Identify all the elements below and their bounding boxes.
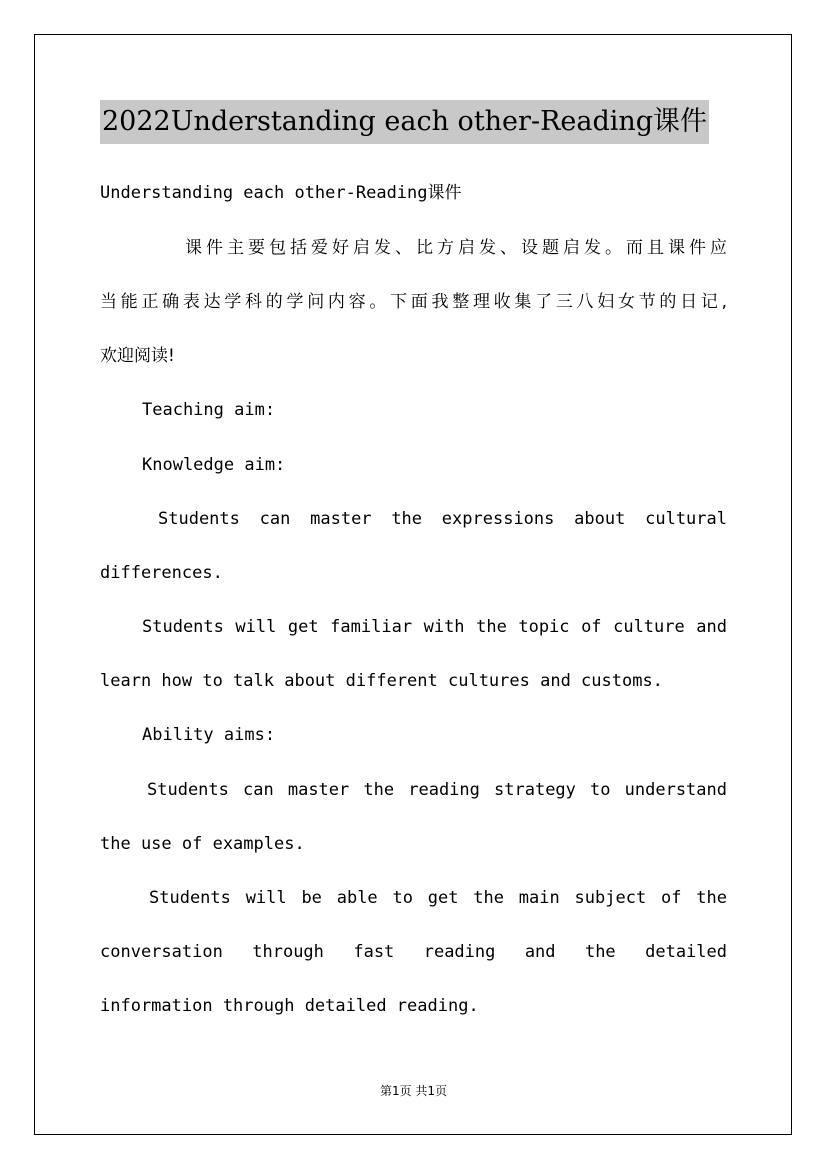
knowledge-aim-2-line-1: Students will get familiar with the topic of culture and <box>142 617 727 637</box>
ability-aim-2-line-2: conversation through fast reading and the detailed <box>100 942 727 962</box>
ability-aims-heading: Ability aims: <box>142 725 276 745</box>
subtitle: Understanding each other-Reading课件 <box>100 183 462 203</box>
title-block <box>100 100 727 144</box>
ability-aim-1-line-2: the use of examples. <box>100 834 305 854</box>
knowledge-aim-2-line-2: learn how to talk about different cultures and customs. <box>100 671 663 691</box>
knowledge-aim-heading: Knowledge aim: <box>142 455 286 475</box>
intro-line-1: 课件主要包括爱好启发、比方启发、设题启发。而且课件应 <box>185 238 727 258</box>
intro-line-3: 欢迎阅读! <box>100 346 175 366</box>
knowledge-aim-1-line-1: Students can master the expressions about cultural <box>158 509 727 529</box>
page-footer: 第1页 共1页 <box>379 1084 448 1098</box>
knowledge-aim-1-line-2: differences. <box>100 563 223 583</box>
ability-aim-2-line-1: Students will be able to get the main subject of the <box>149 888 727 908</box>
ability-aim-1-line-1: Students can master the reading strategy to understand <box>147 780 727 800</box>
intro-line-2: 当能正确表达学科的学问内容。下面我整理收集了三八妇女节的日记, <box>100 292 727 312</box>
document-title: 2022Understanding each other-Reading课件 <box>100 100 709 144</box>
teaching-aim-heading: Teaching aim: <box>142 400 276 420</box>
ability-aim-2-line-3: information through detailed reading. <box>100 996 479 1016</box>
